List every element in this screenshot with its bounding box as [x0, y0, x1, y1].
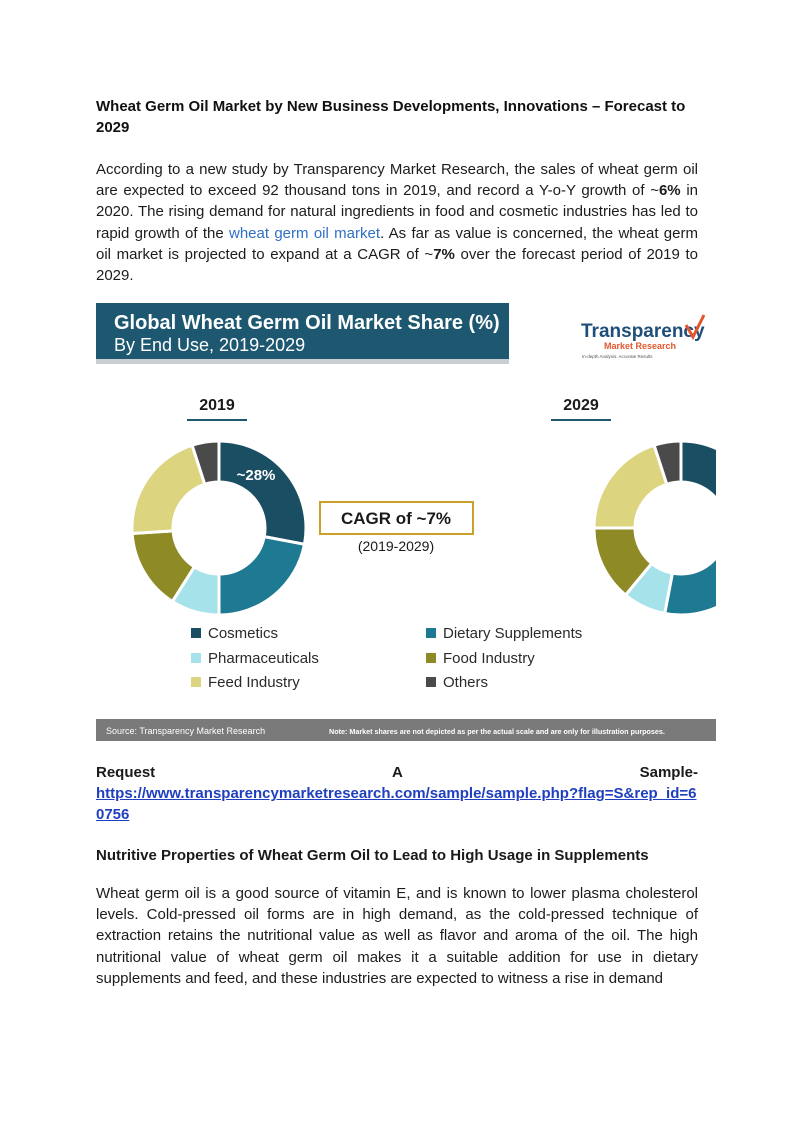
sample-request-link[interactable]: https://www.transparencymarketresearch.com/sample/sample.php?flag=S&rep_id=60756	[96, 785, 697, 823]
year-2029-text: 2029	[563, 397, 599, 414]
donut-chart-2019	[132, 441, 306, 615]
legend-swatch-cosmetics	[191, 628, 201, 638]
request-word: Request	[96, 764, 156, 781]
legend-swatch-dietary-supplements	[426, 628, 436, 638]
legend-label-pharmaceuticals: Pharmaceuticals	[208, 650, 319, 667]
legend-label-cosmetics: Cosmetics	[208, 625, 279, 642]
legend-label-dietary-supplements: Dietary Supplements	[443, 625, 583, 642]
cagr-value: 7%	[433, 245, 455, 263]
legend-swatch-pharmaceuticals	[191, 653, 201, 663]
slice-2029-feed-industry	[594, 445, 667, 528]
source-text: Source: Transparency Market Research	[106, 726, 266, 736]
slice-2029-cosmetics	[681, 441, 716, 550]
legend-label-food-industry: Food Industry	[443, 650, 535, 667]
year-label-2029	[551, 397, 611, 420]
infographic-subtitle: By End Use, 2019-2029	[114, 335, 306, 355]
intro-text-1: According to a new study by Transparency Market Research, the sales of wheat germ oil are expected to exceed 92 thousand tons in 2019, and record a Y-o-Y growth of ~	[96, 161, 698, 200]
sample-word: Sample-	[639, 764, 698, 781]
intro-text-2: in 2020. The rising demand for natural ingredients in food and cosmetic industries has led to rapid growth of the	[96, 182, 698, 242]
logo-main-text: Transparency	[581, 321, 705, 342]
tmr-logo	[581, 315, 705, 359]
header-banner-shadow	[96, 359, 509, 364]
chart-legend	[191, 625, 582, 691]
year-label-2019	[187, 397, 247, 420]
a-word: A	[391, 764, 403, 781]
market-share-infographic	[96, 303, 716, 741]
yoy-growth-value: 6%	[658, 182, 681, 200]
intro-paragraph	[96, 159, 698, 286]
infographic-svg	[96, 303, 716, 741]
intro-text-4: over the forecast period of 2019 to 2029.	[96, 245, 698, 285]
legend-swatch-feed-industry	[191, 677, 201, 687]
sample-request	[96, 762, 698, 825]
infographic-title: Global Wheat Germ Oil Market Share (%)	[114, 312, 500, 334]
logo-sub-text: Market Research	[604, 341, 677, 351]
page-title: Wheat Germ Oil Market by New Business Developments, Innovations – Forecast to 2029	[96, 98, 686, 136]
note-text: Note: Market shares are not depicted as per the actual scale and are only for illustration purposes.	[329, 727, 665, 736]
section-body: Wheat germ oil is a good source of vitamin E, and is known to lower plasma cholesterol levels. Cold-pressed oil forms are in high demand, as the cold-pressed technique of extraction retains the nutritional value as well as flavor and aroma of the oil. The high nutritional value of wheat germ oil makes it a suitable addition for use in dietary supplements and feed, and these industries are expected to witness a rise in demand	[96, 885, 698, 987]
legend-swatch-others	[426, 677, 436, 687]
wheat-germ-oil-market-link[interactable]: wheat germ oil market	[229, 224, 380, 242]
cosmetics-2019-label: ~28%	[236, 467, 276, 484]
slice-2019-cosmetics	[219, 441, 306, 544]
cagr-label: CAGR of ~7%	[340, 509, 452, 528]
legend-swatch-food-industry	[426, 653, 436, 663]
page-content	[96, 96, 698, 286]
legend-label-others: Others	[443, 674, 489, 691]
donut-chart-2029	[594, 441, 716, 615]
slice-2019-feed-industry	[132, 445, 205, 533]
section-heading: Nutritive Properties of Wheat Germ Oil to Lead to High Usage in Supplements	[96, 847, 649, 864]
legend-label-feed-industry: Feed Industry	[208, 674, 300, 691]
cagr-period: (2019-2029)	[357, 538, 435, 554]
year-2019-text: 2019	[199, 397, 235, 414]
intro-text-3: . As far as value is concerned, the wheat germ oil market is projected to expand at a CAGR of ~	[96, 224, 698, 263]
slice-2019-dietary-supplements	[219, 537, 304, 615]
logo-tagline: In-depth Analysis. Accurate Results	[582, 354, 653, 359]
